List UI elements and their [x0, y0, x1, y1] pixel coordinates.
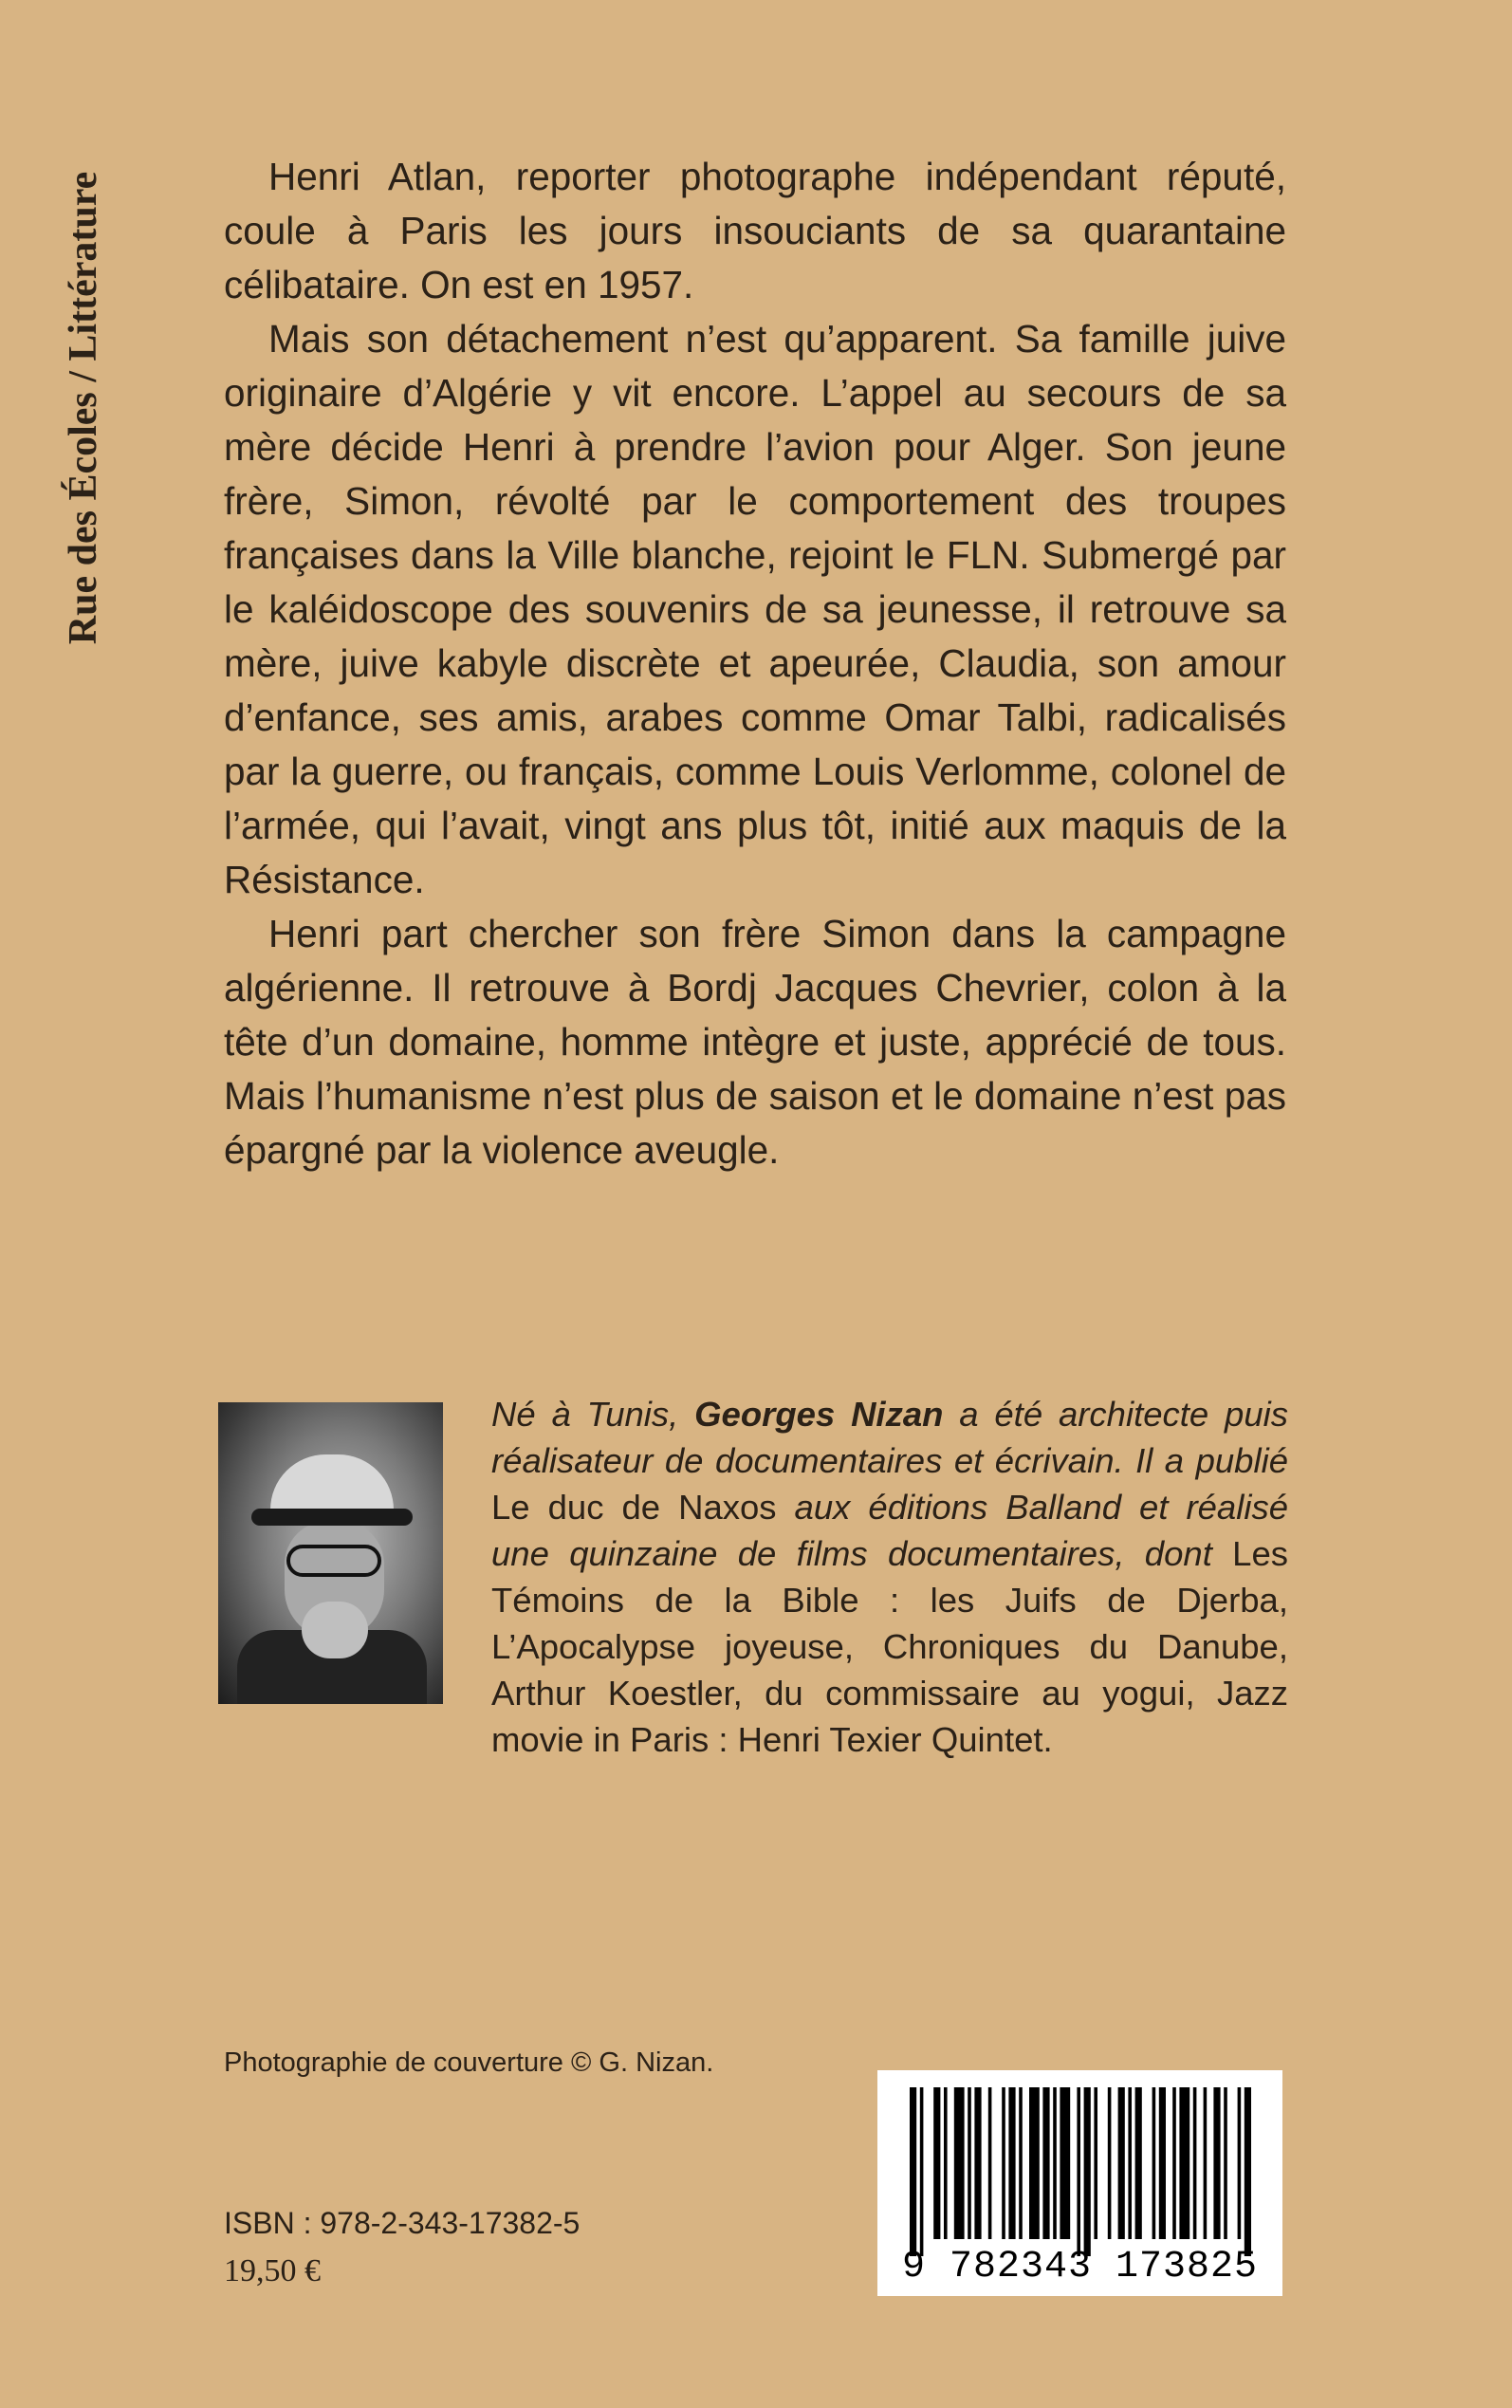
blurb-paragraph-2: Mais son détachement n’est qu’apparent. Sa famille juive originaire d’Algérie y vit encore. L’appel au secours de sa mère décide Henri à prendre l’avion pour Alger. Son jeune frère, Simon, révolté par le comportement des troupes françaises dans la Ville blanche, rejoint le FLN. Submergé par le kaléidoscope des souvenirs de sa jeunesse, il retrouve sa mère, juive kabyle discrète et apeurée, Claudia, son amour d’enfance, ses amis, arabes comme Omar Talbi, radicalisés par la guerre, ou français, comme Louis Verlomme, colonel de l’armée, qui l’avait, vingt ans plus tôt, initié aux maquis de la Résistance. [224, 317, 1286, 901]
bio-intro: Né à Tunis, [491, 1395, 695, 1434]
barcode-bar [1135, 2087, 1142, 2239]
barcode-bar [1029, 2087, 1040, 2239]
isbn-number: ISBN : 978-2-343-17382-5 [224, 2206, 581, 2240]
barcode-bar [1094, 2087, 1097, 2239]
barcode-bar [944, 2087, 948, 2239]
bio-text-1: a été architecte puis réalisateur de documentaires et écrivain. Il a publié [491, 1395, 1288, 1480]
isbn-barcode [877, 2070, 1282, 2296]
barcode-bar [1238, 2087, 1242, 2239]
barcode-bar [954, 2087, 965, 2239]
price: 19,50 € [224, 2253, 321, 2288]
barcode-bar [1053, 2087, 1057, 2239]
barcode-bar [1204, 2087, 1208, 2239]
barcode-bar [974, 2087, 981, 2239]
barcode-bar [1172, 2087, 1176, 2239]
barcode-bar [1128, 2087, 1132, 2239]
collection-label: Rue des Écoles / Littérature [62, 171, 105, 645]
barcode-bar [1213, 2087, 1220, 2239]
author-name: Georges Nizan [694, 1395, 944, 1434]
back-cover-blurb [224, 150, 1286, 1177]
author-bio [491, 1391, 1288, 1763]
film-list: Les Témoins de la Bible : les Juifs de Djerba, L’Apocalypse joyeuse, Chroniques du Danube, Arthur Koestler, du commissaire au yogui, Jazz movie in Paris : Henri Texier Quintet. [491, 1534, 1288, 1759]
barcode-bar [1193, 2087, 1197, 2239]
barcode-bar [968, 2087, 971, 2239]
barcode-bar [933, 2087, 940, 2239]
barcode-bar [1019, 2087, 1023, 2239]
author-photo [218, 1402, 443, 1704]
barcode-bar [1077, 2087, 1080, 2256]
blurb-paragraph-3: Henri part chercher son frère Simon dans la campagne algérienne. Il retrouve à Bordj Jacques Chevrier, colon à la tête d’un domaine, homme intègre et juste, apprécié de tous. Mais l’humanisme n’est plus de saison et le domaine n’est pas épargné par la violence aveugle. [224, 912, 1286, 1172]
barcode-bar [1042, 2087, 1049, 2239]
barcode-digits: 9 782343 173825 [901, 2246, 1259, 2288]
barcode-bar [920, 2087, 924, 2256]
book-title: Le duc de Naxos [491, 1488, 777, 1527]
barcode-bar [1008, 2087, 1015, 2239]
barcode-bar [910, 2087, 916, 2256]
barcode-bar [1118, 2087, 1125, 2239]
barcode-bar [1224, 2087, 1227, 2239]
barcode-bar [1179, 2087, 1189, 2239]
barcode-bar [1002, 2087, 1005, 2239]
barcode-bar [988, 2087, 992, 2239]
photo-credit: Photographie de couverture © G. Nizan. [224, 2047, 714, 2078]
bio-text-2: aux éditions Balland et réalisé une quinzaine de films documentaires, dont [491, 1488, 1288, 1573]
barcode-bar [1152, 2087, 1156, 2239]
spine-label [46, 114, 121, 702]
barcode-bar [1108, 2087, 1112, 2239]
barcode-bar [1084, 2087, 1091, 2256]
barcode-bar [1245, 2087, 1251, 2256]
barcode-bar [1060, 2087, 1070, 2239]
blurb-paragraph-1: Henri Atlan, reporter photographe indépendant réputé, coule à Paris les jours insouciants de sa quarantaine célibataire. On est en 1957. [224, 155, 1286, 306]
barcode-bar [1159, 2087, 1166, 2239]
